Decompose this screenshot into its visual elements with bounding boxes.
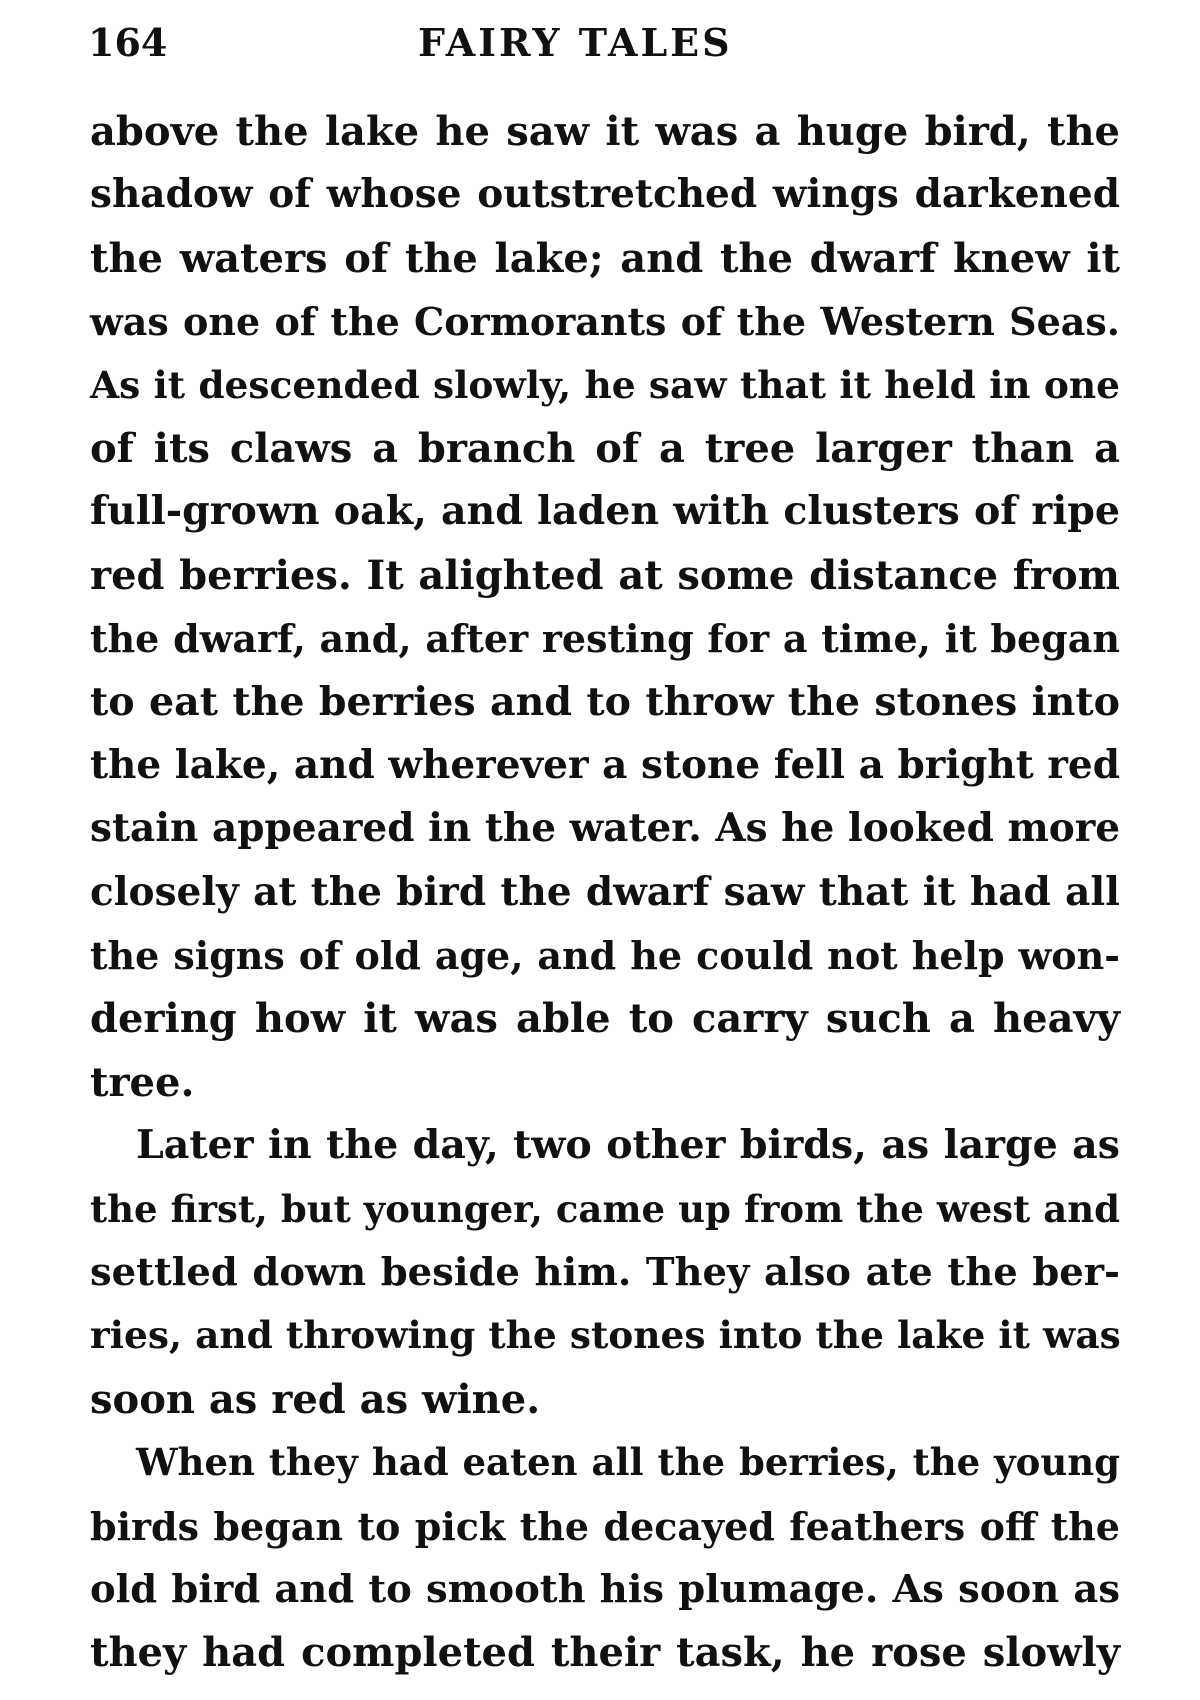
text-line: was one of the Cormorants of the Western Seas.: [90, 299, 1120, 345]
text-line: the lake, and wherever a stone fell a bright red: [90, 741, 1120, 788]
paragraph: [90, 100, 1120, 1114]
text-line: the first, but younger, came up from the west and: [90, 1186, 1120, 1231]
text-line: ries, and throwing the stones into the lake it was: [90, 1313, 1121, 1358]
text-line: the signs of old age, and he could not help won-: [90, 933, 1120, 979]
text-line: of its claws a branch of a tree larger than a: [90, 424, 1120, 472]
text-line: dering how it was able to carry such a heavy: [90, 995, 1120, 1043]
text-line: As it descended slowly, he saw that it held in one: [90, 362, 1120, 407]
text-line: soon as red as wine.: [90, 1375, 541, 1423]
text-line: old bird and to smooth his plumage. As soon as: [90, 1566, 1120, 1612]
text-line: shadow of whose outstretched wings darkened: [90, 171, 1120, 218]
text-line: settled down beside him. They also ate the ber-: [90, 1250, 1120, 1296]
body-text: [90, 100, 1120, 1685]
text-line: tree.: [90, 1058, 195, 1106]
running-head: [88, 18, 1118, 68]
text-line: above the lake he saw it was a huge bird, the: [90, 108, 1120, 155]
text-line: full-grown oak, and laden with clusters of ripe: [90, 488, 1120, 535]
text-line: birds began to pick the decayed feathers off the: [90, 1503, 1120, 1549]
text-line: closely at the bird the dwarf saw that it had all: [90, 868, 1120, 915]
page-number: 164: [88, 20, 168, 65]
text-line: When they had eaten all the berries, the young: [136, 1440, 1120, 1485]
text-line: to eat the berries and to throw the stones into: [90, 678, 1120, 725]
text-line: the dwarf, and, after resting for a time, it began: [90, 616, 1120, 662]
text-line: stain appeared in the water. As he looked more: [90, 805, 1121, 852]
text-line: Later in the day, two other birds, as large as: [136, 1122, 1120, 1169]
book-title: FAIRY TALES: [418, 20, 733, 65]
paragraph: [90, 1114, 1120, 1431]
text-line: the waters of the lake; and the dwarf knew it: [90, 234, 1120, 282]
text-line: they had completed their task, he rose slowly: [90, 1629, 1120, 1677]
text-line: red berries. It alighted at some distance from: [90, 551, 1120, 599]
paragraph: [90, 1431, 1120, 1685]
